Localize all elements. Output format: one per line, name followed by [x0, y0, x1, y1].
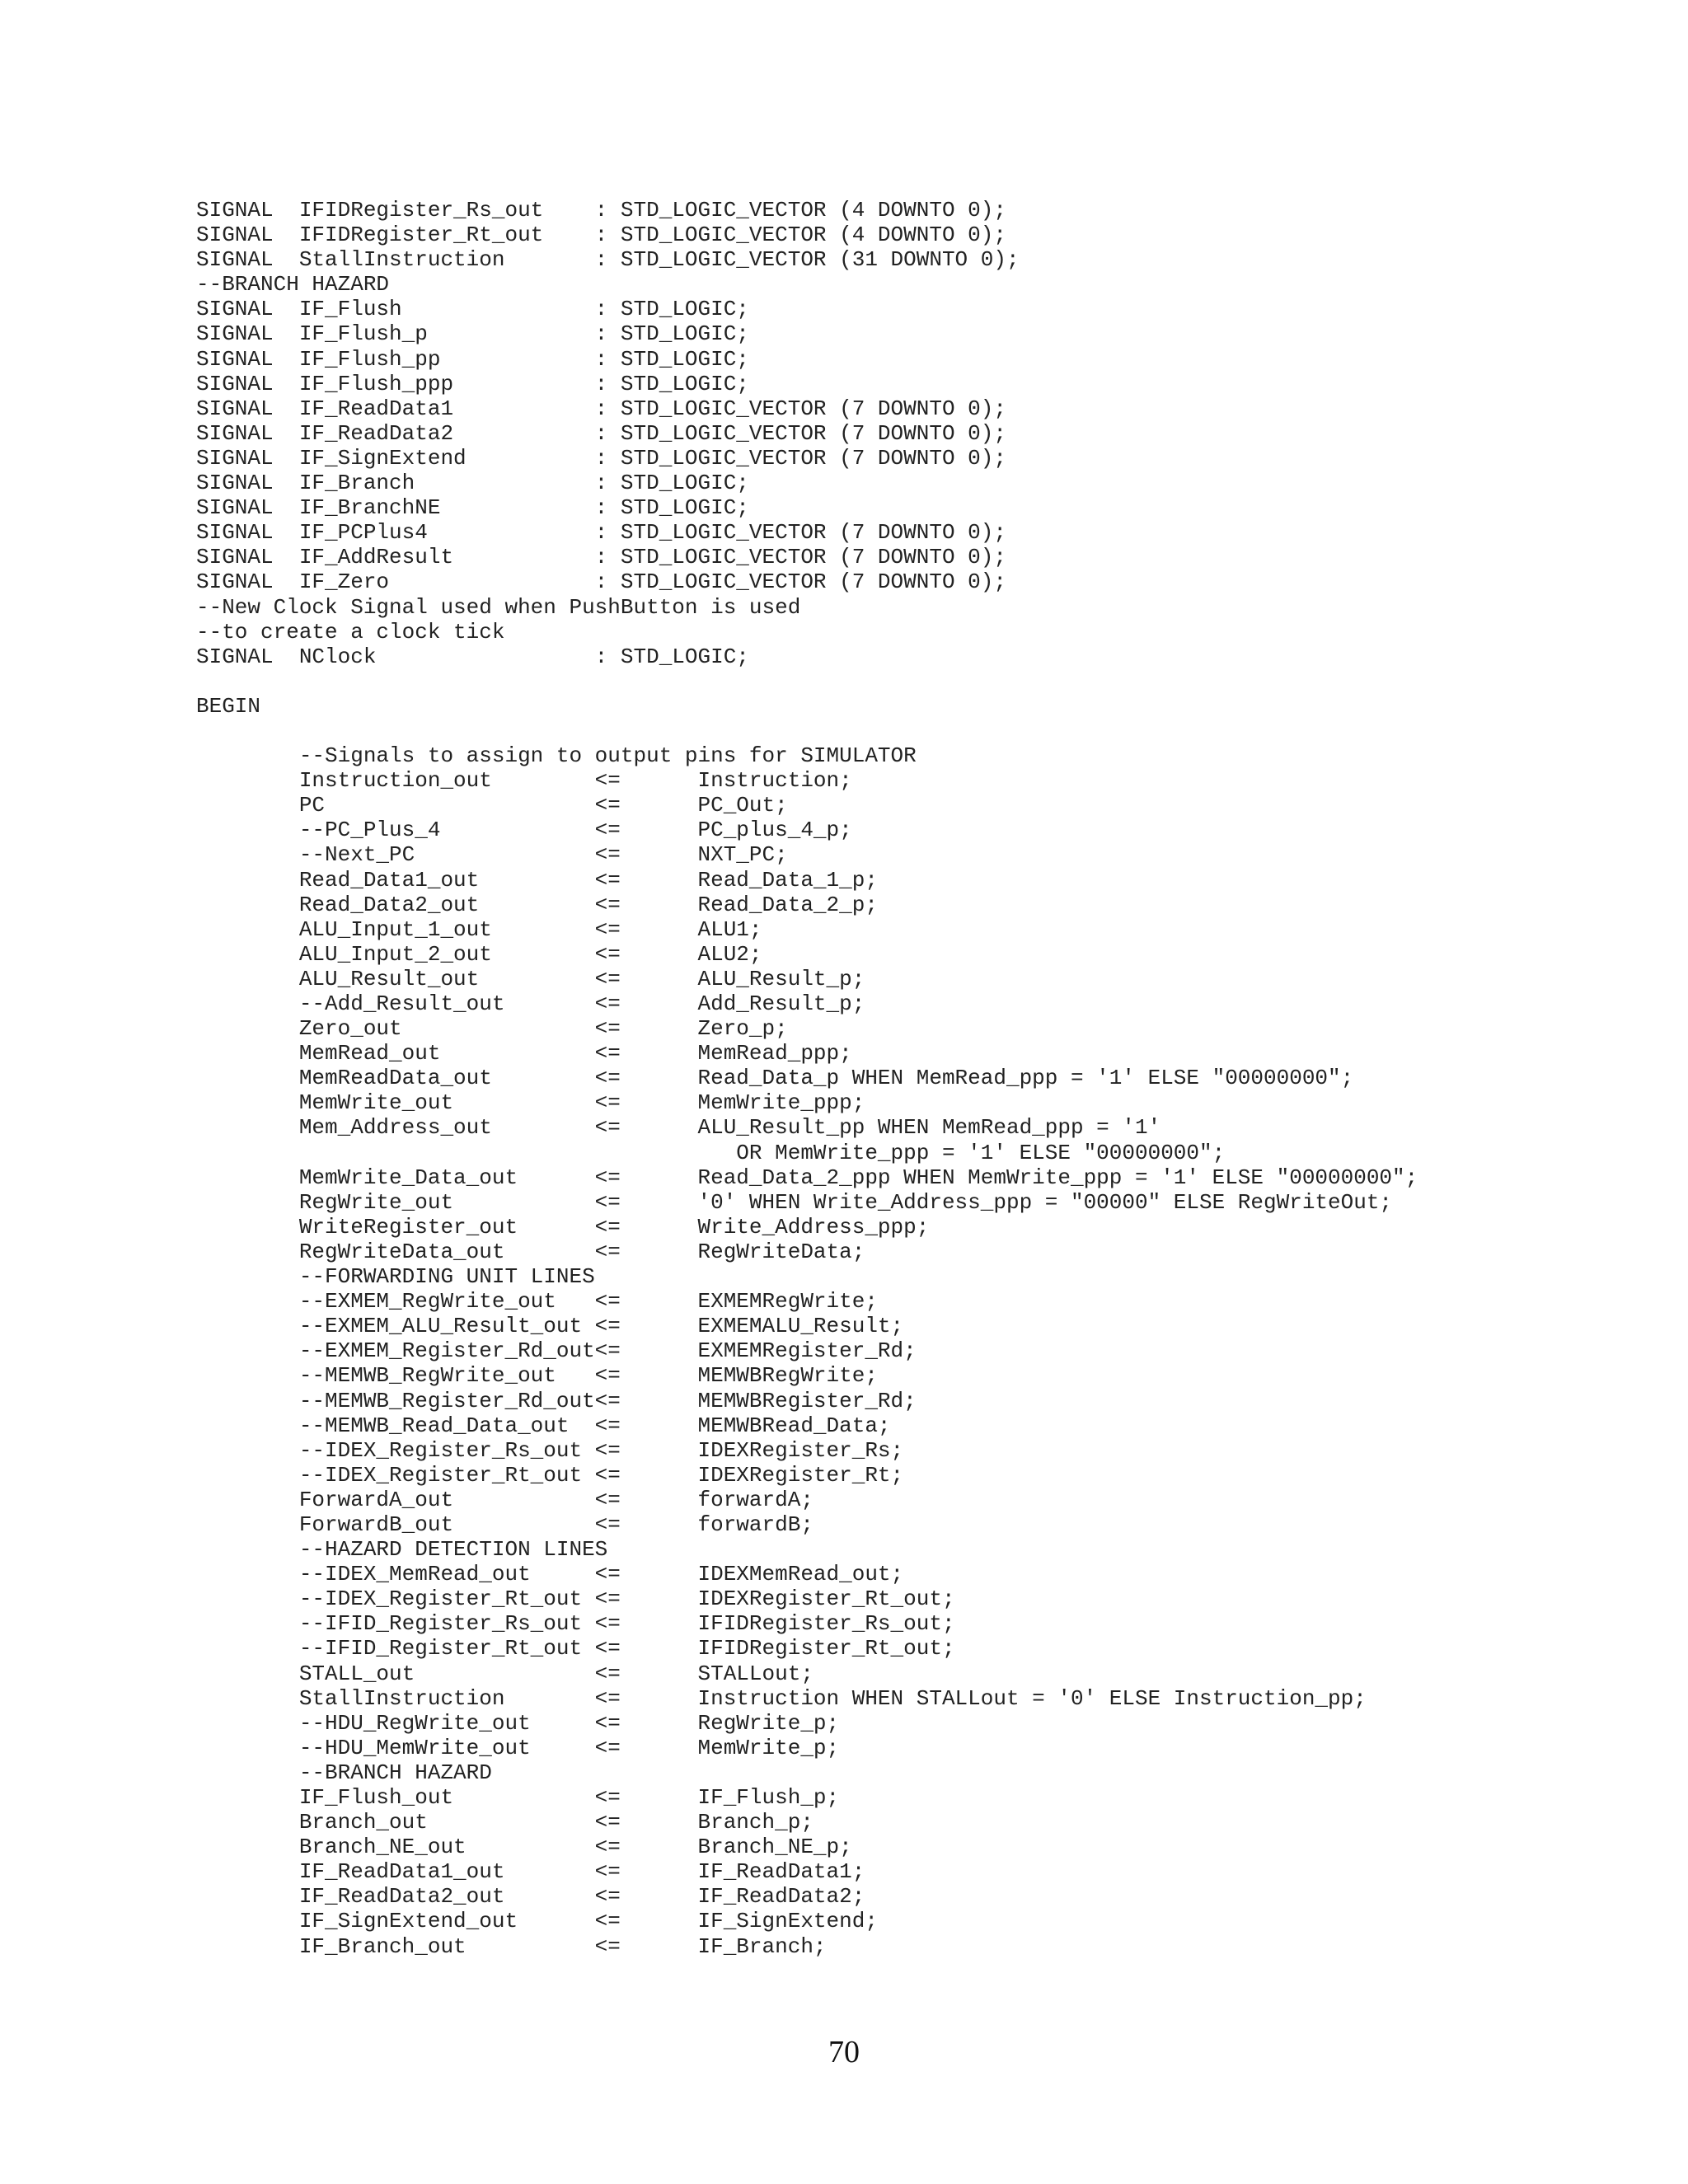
code-line: --to create a clock tick — [196, 619, 505, 644]
code-line: BEGIN — [196, 693, 261, 719]
code-line: SIGNAL NClock : STD_LOGIC; — [196, 644, 749, 669]
code-line: SIGNAL IF_Flush_pp : STD_LOGIC; — [196, 346, 749, 372]
code-line — [196, 669, 1418, 694]
code-line: Mem_Address_out <= ALU_Result_pp WHEN MemRead_ppp = '1' — [196, 1115, 1161, 1141]
code-line: Branch_out <= Branch_p; — [196, 1810, 814, 1835]
code-line: IF_ReadData1_out <= IF_ReadData1; — [196, 1859, 865, 1885]
code-line: SIGNAL IF_BranchNE : STD_LOGIC; — [196, 495, 749, 521]
code-line: --New Clock Signal used when PushButton is used — [196, 594, 801, 620]
code-line — [196, 719, 1418, 743]
code-line: --MEMWB_RegWrite_out <= MEMWBRegWrite; — [196, 1363, 878, 1389]
code-line: SIGNAL IF_Flush_ppp : STD_LOGIC; — [196, 371, 749, 396]
code-line: SIGNAL IFIDRegister_Rs_out : STD_LOGIC_VECTOR (4 DOWNTO 0); — [196, 198, 1006, 223]
code-line: MemReadData_out <= Read_Data_p WHEN MemRead_ppp = '1' ELSE "00000000"; — [196, 1066, 1354, 1091]
code-line: Read_Data2_out <= Read_Data_2_p; — [196, 892, 878, 917]
page-number: 70 — [828, 2035, 860, 2069]
code-line: IF_Flush_out <= IF_Flush_p; — [196, 1785, 840, 1810]
code-line: ForwardA_out <= forwardA; — [196, 1487, 814, 1512]
code-line: SIGNAL IF_ReadData1 : STD_LOGIC_VECTOR (7 DOWNTO 0); — [196, 396, 1006, 421]
code-line: --PC_Plus_4 <= PC_plus_4_p; — [196, 818, 852, 843]
code-line: WriteRegister_out <= Write_Address_ppp; — [196, 1214, 930, 1240]
code-line: --MEMWB_Register_Rd_out<= MEMWBRegister_Rd; — [196, 1388, 917, 1413]
code-line: OR MemWrite_ppp = '1' ELSE "00000000"; — [196, 1140, 1226, 1165]
code-line: SIGNAL StallInstruction : STD_LOGIC_VECTOR (31 DOWNTO 0); — [196, 247, 1020, 273]
code-line: --Add_Result_out <= Add_Result_p; — [196, 991, 865, 1016]
code-line: ForwardB_out <= forwardB; — [196, 1511, 814, 1537]
code-line: SIGNAL IF_ReadData2 : STD_LOGIC_VECTOR (7 DOWNTO 0); — [196, 420, 1006, 446]
code-line: RegWrite_out <= '0' WHEN Write_Address_ppp = "00000" ELSE RegWriteOut; — [196, 1189, 1393, 1215]
code-line: MemWrite_out <= MemWrite_ppp; — [196, 1090, 865, 1116]
vhdl-code-listing — [196, 198, 1418, 1959]
code-line: IF_Branch_out <= IF_Branch; — [196, 1933, 827, 1959]
code-line: --EXMEM_Register_Rd_out<= EXMEMRegister_Rd; — [196, 1338, 917, 1364]
code-line: --IDEX_Register_Rs_out <= IDEXRegister_Rs; — [196, 1437, 904, 1463]
code-line: SIGNAL IF_Flush : STD_LOGIC; — [196, 297, 749, 322]
code-line: ALU_Input_2_out <= ALU2; — [196, 941, 762, 967]
code-line: IF_SignExtend_out <= IF_SignExtend; — [196, 1909, 878, 1934]
code-line: --IFID_Register_Rt_out <= IFIDRegister_Rt_out; — [196, 1636, 955, 1661]
code-line: --IDEX_Register_Rt_out <= IDEXRegister_Rt; — [196, 1462, 904, 1488]
code-line: SIGNAL IFIDRegister_Rt_out : STD_LOGIC_VECTOR (4 DOWNTO 0); — [196, 223, 1006, 248]
code-line: --HDU_RegWrite_out <= RegWrite_p; — [196, 1710, 840, 1736]
code-line: SIGNAL IF_PCPlus4 : STD_LOGIC_VECTOR (7 DOWNTO 0); — [196, 520, 1006, 546]
code-line: --Signals to assign to output pins for SIMULATOR — [196, 743, 917, 769]
code-line: --HDU_MemWrite_out <= MemWrite_p; — [196, 1735, 840, 1760]
code-line: MemRead_out <= MemRead_ppp; — [196, 1041, 852, 1066]
code-line: Instruction_out <= Instruction; — [196, 768, 852, 794]
code-line: Read_Data1_out <= Read_Data_1_p; — [196, 867, 878, 893]
code-line: --EXMEM_ALU_Result_out <= EXMEMALU_Result; — [196, 1314, 904, 1339]
code-line: MemWrite_Data_out <= Read_Data_2_ppp WHEN MemWrite_ppp = '1' ELSE "00000000"; — [196, 1165, 1418, 1190]
code-line: ALU_Input_1_out <= ALU1; — [196, 916, 762, 942]
code-line: --HAZARD DETECTION LINES — [196, 1537, 608, 1563]
code-line: ALU_Result_out <= ALU_Result_p; — [196, 966, 865, 991]
code-line: SIGNAL IF_Zero : STD_LOGIC_VECTOR (7 DOWNTO 0); — [196, 569, 1006, 595]
code-line: Zero_out <= Zero_p; — [196, 1016, 788, 1042]
code-line: SIGNAL IF_SignExtend : STD_LOGIC_VECTOR (7 DOWNTO 0); — [196, 445, 1006, 471]
code-line: STALL_out <= STALLout; — [196, 1661, 814, 1686]
code-line: SIGNAL IF_Flush_p : STD_LOGIC; — [196, 321, 749, 347]
code-line: --IDEX_MemRead_out <= IDEXMemRead_out; — [196, 1562, 904, 1587]
code-line: --Next_PC <= NXT_PC; — [196, 842, 788, 868]
code-line: StallInstruction <= Instruction WHEN STALLout = '0' ELSE Instruction_pp; — [196, 1685, 1367, 1711]
code-line: --BRANCH HAZARD — [196, 272, 390, 298]
code-line: --EXMEM_RegWrite_out <= EXMEMRegWrite; — [196, 1289, 878, 1315]
code-line: IF_ReadData2_out <= IF_ReadData2; — [196, 1884, 865, 1910]
code-line: --BRANCH HAZARD — [196, 1760, 492, 1785]
code-line: --FORWARDING UNIT LINES — [196, 1264, 595, 1290]
code-line: Branch_NE_out <= Branch_NE_p; — [196, 1835, 852, 1860]
code-line: --IDEX_Register_Rt_out <= IDEXRegister_Rt_out; — [196, 1586, 955, 1612]
code-line: SIGNAL IF_Branch : STD_LOGIC; — [196, 471, 749, 496]
code-line: --IFID_Register_Rs_out <= IFIDRegister_Rs_out; — [196, 1611, 955, 1637]
code-line: PC <= PC_Out; — [196, 793, 788, 818]
code-line: RegWriteData_out <= RegWriteData; — [196, 1239, 865, 1264]
code-line: --MEMWB_Read_Data_out <= MEMWBRead_Data; — [196, 1413, 891, 1438]
code-line: SIGNAL IF_AddResult : STD_LOGIC_VECTOR (7 DOWNTO 0); — [196, 545, 1006, 570]
